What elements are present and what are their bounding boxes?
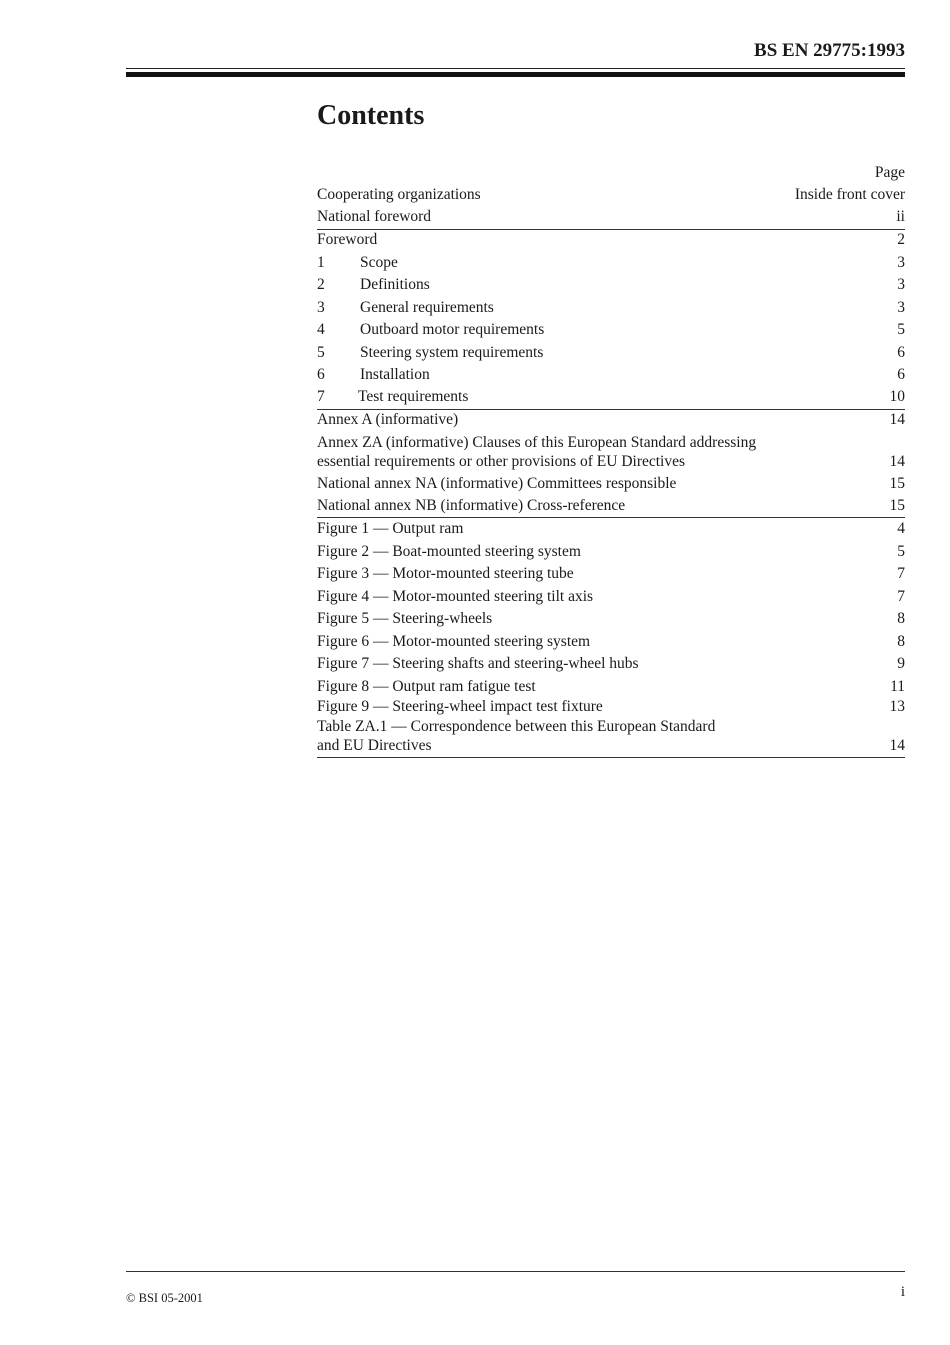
page-title: Contents (317, 100, 425, 131)
toc-entry-national-annex-na[interactable]: National annex NA (informative) Committees responsible 15 (317, 475, 905, 493)
table-of-contents (317, 162, 905, 758)
toc-entry-figure-4[interactable]: Figure 4 — Motor-mounted steering tilt axis 7 (317, 587, 905, 605)
toc-entry-annex-za[interactable]: Annex ZA (informative) Clauses of this European Standard addressing essential requirements or other provisions of EU Directives 14 (317, 434, 905, 470)
header-rule-thick (126, 72, 905, 77)
toc-entry-clause-1[interactable]: 1 Scope 3 (317, 253, 905, 271)
toc-entry-foreword[interactable]: Foreword 2 (317, 231, 905, 249)
document-id: BS EN 29775:1993 (754, 40, 905, 61)
toc-entry-cooperating-organizations[interactable]: Cooperating organizations Inside front cover (317, 186, 905, 204)
page-number: i (900, 1284, 905, 1300)
toc-entry-clause-7[interactable]: 7 Test requirements 10 (317, 387, 905, 410)
toc-entry-figure-6[interactable]: Figure 6 — Motor-mounted steering system 8 (317, 632, 905, 650)
page-column-header: Page (874, 163, 905, 181)
copyright-notice: © BSI 05-2001 (126, 1291, 203, 1305)
toc-entry-table-za1[interactable]: Table ZA.1 — Correspondence between this European Standard and EU Directives 14 (317, 718, 905, 758)
toc-entry-figure-9[interactable]: Figure 9 — Steering-wheel impact test fixture 13 (317, 697, 905, 715)
toc-entry-figure-7[interactable]: Figure 7 — Steering shafts and steering-wheel hubs 9 (317, 655, 905, 673)
toc-entry-figure-1[interactable]: Figure 1 — Output ram 4 (317, 520, 905, 538)
toc-entry-figure-8[interactable]: Figure 8 — Output ram fatigue test 11 (317, 677, 905, 695)
header-rule-thin (126, 68, 905, 69)
toc-entry-figure-5[interactable]: Figure 5 — Steering-wheels 8 (317, 610, 905, 628)
toc-entry-national-annex-nb[interactable]: National annex NB (informative) Cross-reference 15 (317, 496, 905, 519)
toc-entry-clause-3[interactable]: 3 General requirements 3 (317, 298, 905, 316)
toc-entry-figure-3[interactable]: Figure 3 — Motor-mounted steering tube 7 (317, 565, 905, 583)
toc-entry-clause-5[interactable]: 5 Steering system requirements 6 (317, 343, 905, 361)
toc-entry-clause-2[interactable]: 2 Definitions 3 (317, 276, 905, 294)
toc-entry-figure-2[interactable]: Figure 2 — Boat-mounted steering system 5 (317, 542, 905, 560)
toc-entry-clause-4[interactable]: 4 Outboard motor requirements 5 (317, 321, 905, 339)
toc-entry-national-foreword[interactable]: National foreword ii (317, 207, 905, 230)
toc-entry-clause-6[interactable]: 6 Installation 6 (317, 366, 905, 384)
toc-entry-annex-a[interactable]: Annex A (informative) 14 (317, 411, 905, 429)
footer-rule (126, 1271, 905, 1272)
